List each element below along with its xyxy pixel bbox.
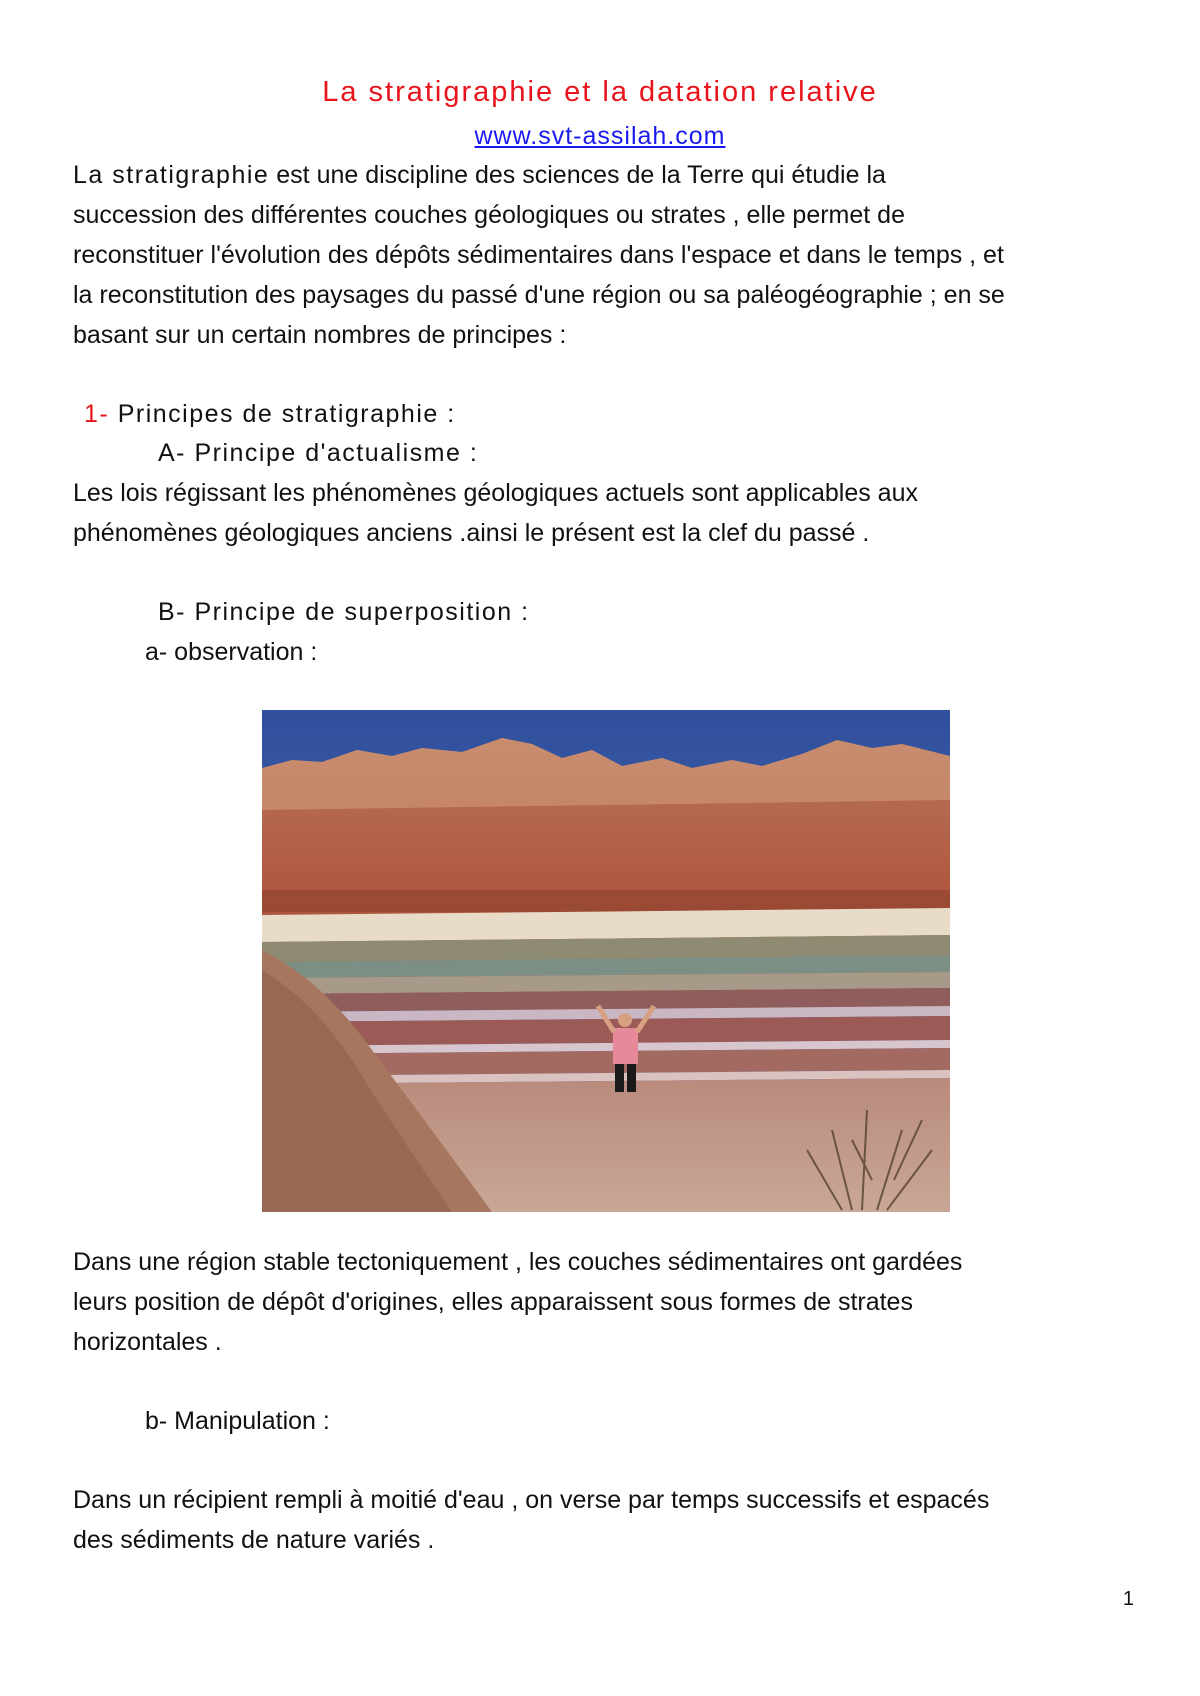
subsection-a: a- observation : <box>145 638 318 666</box>
section-heading-a: A- Principe d'actualisme : <box>158 439 479 467</box>
page-number: 1 <box>1122 1588 1134 1610</box>
body-line: Dans un récipient rempli à moitié d'eau , on verse par temps successifs et espacés <box>73 1486 990 1514</box>
subsection-b: b- Manipulation : <box>145 1407 330 1435</box>
section-number: 1- <box>84 400 110 428</box>
site-link[interactable]: www.svt-assilah.com <box>474 122 726 150</box>
body-line: phénomènes géologiques anciens .ainsi le présent est la clef du passé . <box>73 519 870 547</box>
intro-first-rest: est une discipline des sciences de la Terre qui étudie la <box>269 161 886 189</box>
body-line: leurs position de dépôt d'origines, elles apparaissent sous formes de strates <box>73 1288 913 1316</box>
intro-line: succession des différentes couches géologiques ou strates , elle permet de <box>73 201 905 229</box>
strata-photo <box>262 710 950 1212</box>
section-title: Principes de stratigraphie : <box>117 400 456 428</box>
body-line: des sédiments de nature variés . <box>73 1526 435 1554</box>
body-line: Les lois régissant les phénomènes géologiques actuels sont applicables aux <box>73 479 918 507</box>
intro-line <box>73 163 886 188</box>
body-line: Dans une région stable tectoniquement , les couches sédimentaires ont gardées <box>73 1248 963 1276</box>
section-heading-b: B- Principe de superposition : <box>158 598 530 626</box>
intro-line: reconstituer l'évolution des dépôts sédimentaires dans l'espace et dans le temps , et <box>73 241 1004 269</box>
body-line: horizontales . <box>73 1328 222 1356</box>
page-title: La stratigraphie et la datation relative <box>322 76 878 108</box>
intro-line: la reconstitution des paysages du passé d'une région ou sa paléogéographie ; en se <box>73 281 1005 309</box>
intro-first-word: La stratigraphie <box>73 161 270 189</box>
section-heading-1 <box>84 402 456 427</box>
intro-line: basant sur un certain nombres de principes : <box>73 321 567 349</box>
